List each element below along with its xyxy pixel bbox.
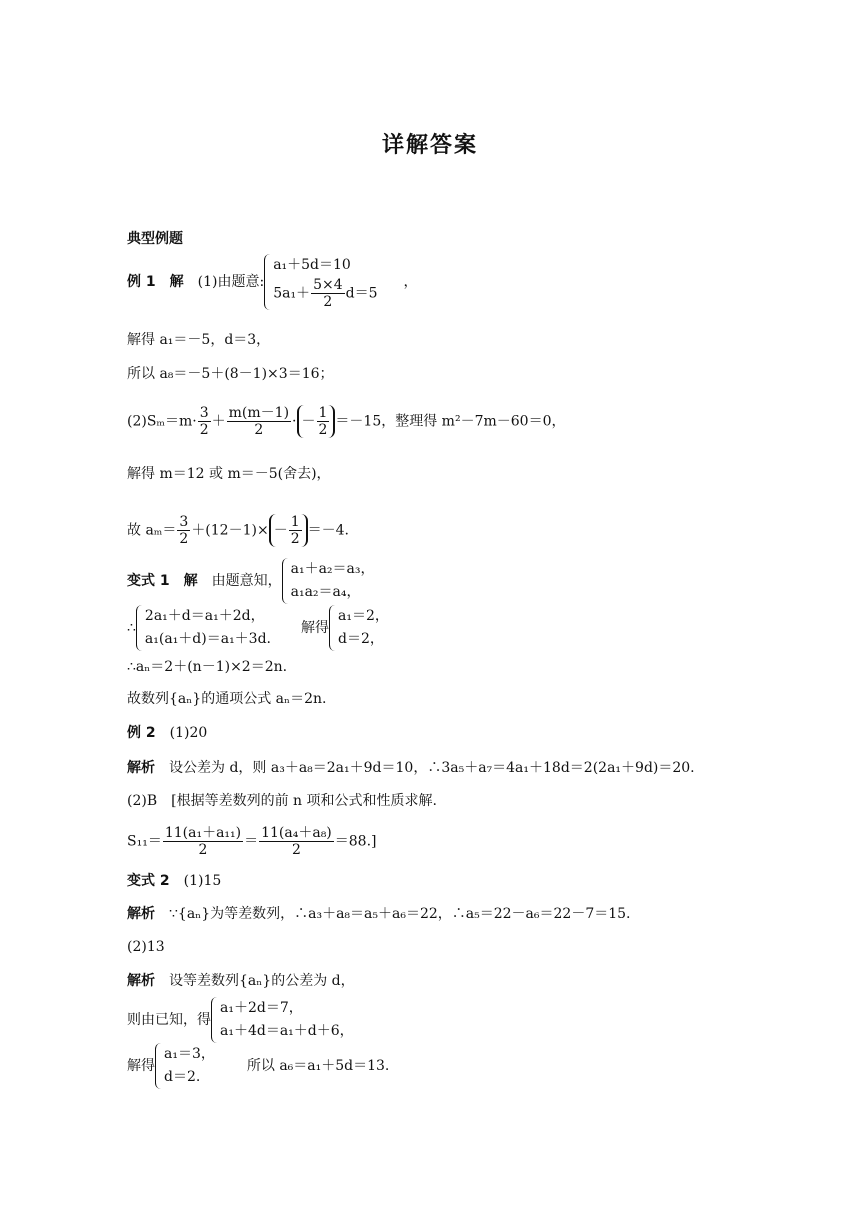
comma: ， <box>403 274 418 290</box>
variant1-conclusion: 故数列{aₙ}的通项公式 aₙ＝2n. <box>127 691 327 707</box>
example2-answer1: 例 2 (1)20 <box>127 725 208 741</box>
page-title: 详解答案 <box>381 133 478 158</box>
fraction: $\frac{\text{11(a₄＋a₈)}}{2}$ <box>261 825 332 858</box>
fraction: $\frac{5\times 4}{2}$ <box>313 277 343 310</box>
system-eq2: 5a₁＋ $\frac{5\times 4}{2}$ d＝5 <box>273 277 378 310</box>
section-heading: 典型例题 <box>127 231 183 247</box>
solve-label: 解 <box>183 573 198 589</box>
analysis-label: 解析 <box>127 973 155 989</box>
equation-system: a₁＋2d＝7， a₁＋4d＝a₁＋d＋6， <box>211 997 354 1043</box>
example2-analysis: 解析 设公差为 d，则 a₃＋a₈＝2a₁＋9d＝10，∴3a₅＋a₇＝4a₁＋18d＝2(2a₁＋9d)＝20. <box>127 760 695 776</box>
intro-text: (1)由题意: <box>197 274 265 290</box>
variant2-label: 变式 2 <box>127 873 170 889</box>
fraction: $\frac{\text{11(a₁＋a₁₁)}}{2}$ <box>164 825 242 858</box>
parenthesis: － $\frac{1}{2}$ <box>297 405 336 438</box>
variant2-analysis1: 解析 ∵{aₙ}为等差数列，∴a₃＋a₈＝a₅＋a₆＝22，∴a₅＝22－a₆＝22－7＝15. <box>127 906 631 922</box>
variant2-answer1: 变式 2 (1)15 <box>127 873 222 889</box>
example1-result1: 解得 a₁＝－5，d＝3， <box>127 332 271 348</box>
variant2-analysis2: 解析 设等差数列{aₙ}的公差为 d， <box>127 973 355 989</box>
fraction: $\frac{m(m-1)}{2}$ <box>228 405 290 438</box>
variant1-intro: 变式 1 解 由题意知， a₁＋a₂＝a₃， a₁a₂＝a₄， <box>127 558 375 604</box>
example1-part2-final: 故 aₘ＝ $\frac{3}{2}$ ＋(12－1)× － $\frac{1}{2}$ ＝－4. <box>127 514 349 547</box>
variant2-solution: 解得 a₁＝3， d＝2. 所以 a₆＝a₁＋5d＝13. <box>127 1043 389 1089</box>
fraction: $\frac{3}{2}$ <box>199 405 209 438</box>
equation-system: a₁＋a₂＝a₃， a₁a₂＝a₄， <box>282 558 375 604</box>
equation-system: 2a₁＋d＝a₁＋2d， a₁(a₁＋d)＝a₁＋3d. <box>136 605 271 651</box>
example1-part2: (2)Sₘ＝m· $\frac{3}{2}$ ＋ $\frac{m(m-1)}{2}$ · － $\frac{1}{2}$ ＝－15，整理得 m²－7m－60＝0， <box>127 405 566 438</box>
variant1-label: 变式 1 <box>127 573 170 589</box>
solution-system: a₁＝2， d＝2， <box>329 605 389 651</box>
example2-answer2: (2)B [根据等差数列的前 n 项和公式和性质求解. <box>127 793 437 809</box>
example1-part2-result: 解得 m＝12 或 m＝－5(舍去)， <box>127 466 331 482</box>
solve-label: 解 <box>169 274 184 290</box>
system-eq1: a₁＋5d＝10 <box>273 257 351 273</box>
analysis-label: 解析 <box>127 906 155 922</box>
solution-system: a₁＝3， d＝2. <box>155 1043 215 1089</box>
variant1-an: ∴aₙ＝2＋(n－1)×2＝2n. <box>127 659 288 675</box>
variant1-system: ∴ 2a₁＋d＝a₁＋2d， a₁(a₁＋d)＝a₁＋3d. 解得 a₁＝2， d＝2， <box>127 605 389 651</box>
example2-label: 例 2 <box>127 725 156 741</box>
example1-label: 例 1 <box>127 274 156 290</box>
fraction: $\frac{3}{2}$ <box>179 514 189 547</box>
variant2-answer2: (2)13 <box>127 939 165 955</box>
example2-s11: S₁₁＝ $\frac{\text{11(a₁＋a₁₁)}}{2}$ ＝ $\frac{\text{11(a₄＋a₈)}}{2}$ ＝88.] <box>127 825 377 858</box>
example1-intro <box>127 254 417 310</box>
parenthesis: － $\frac{1}{2}$ <box>269 514 308 547</box>
example1-result2: 所以 a₈＝－5＋(8－1)×3＝16； <box>127 366 334 382</box>
analysis-label: 解析 <box>127 760 155 776</box>
variant2-system: 则由已知，得 a₁＋2d＝7， a₁＋4d＝a₁＋d＋6， <box>127 997 354 1043</box>
equation-system <box>264 254 377 310</box>
